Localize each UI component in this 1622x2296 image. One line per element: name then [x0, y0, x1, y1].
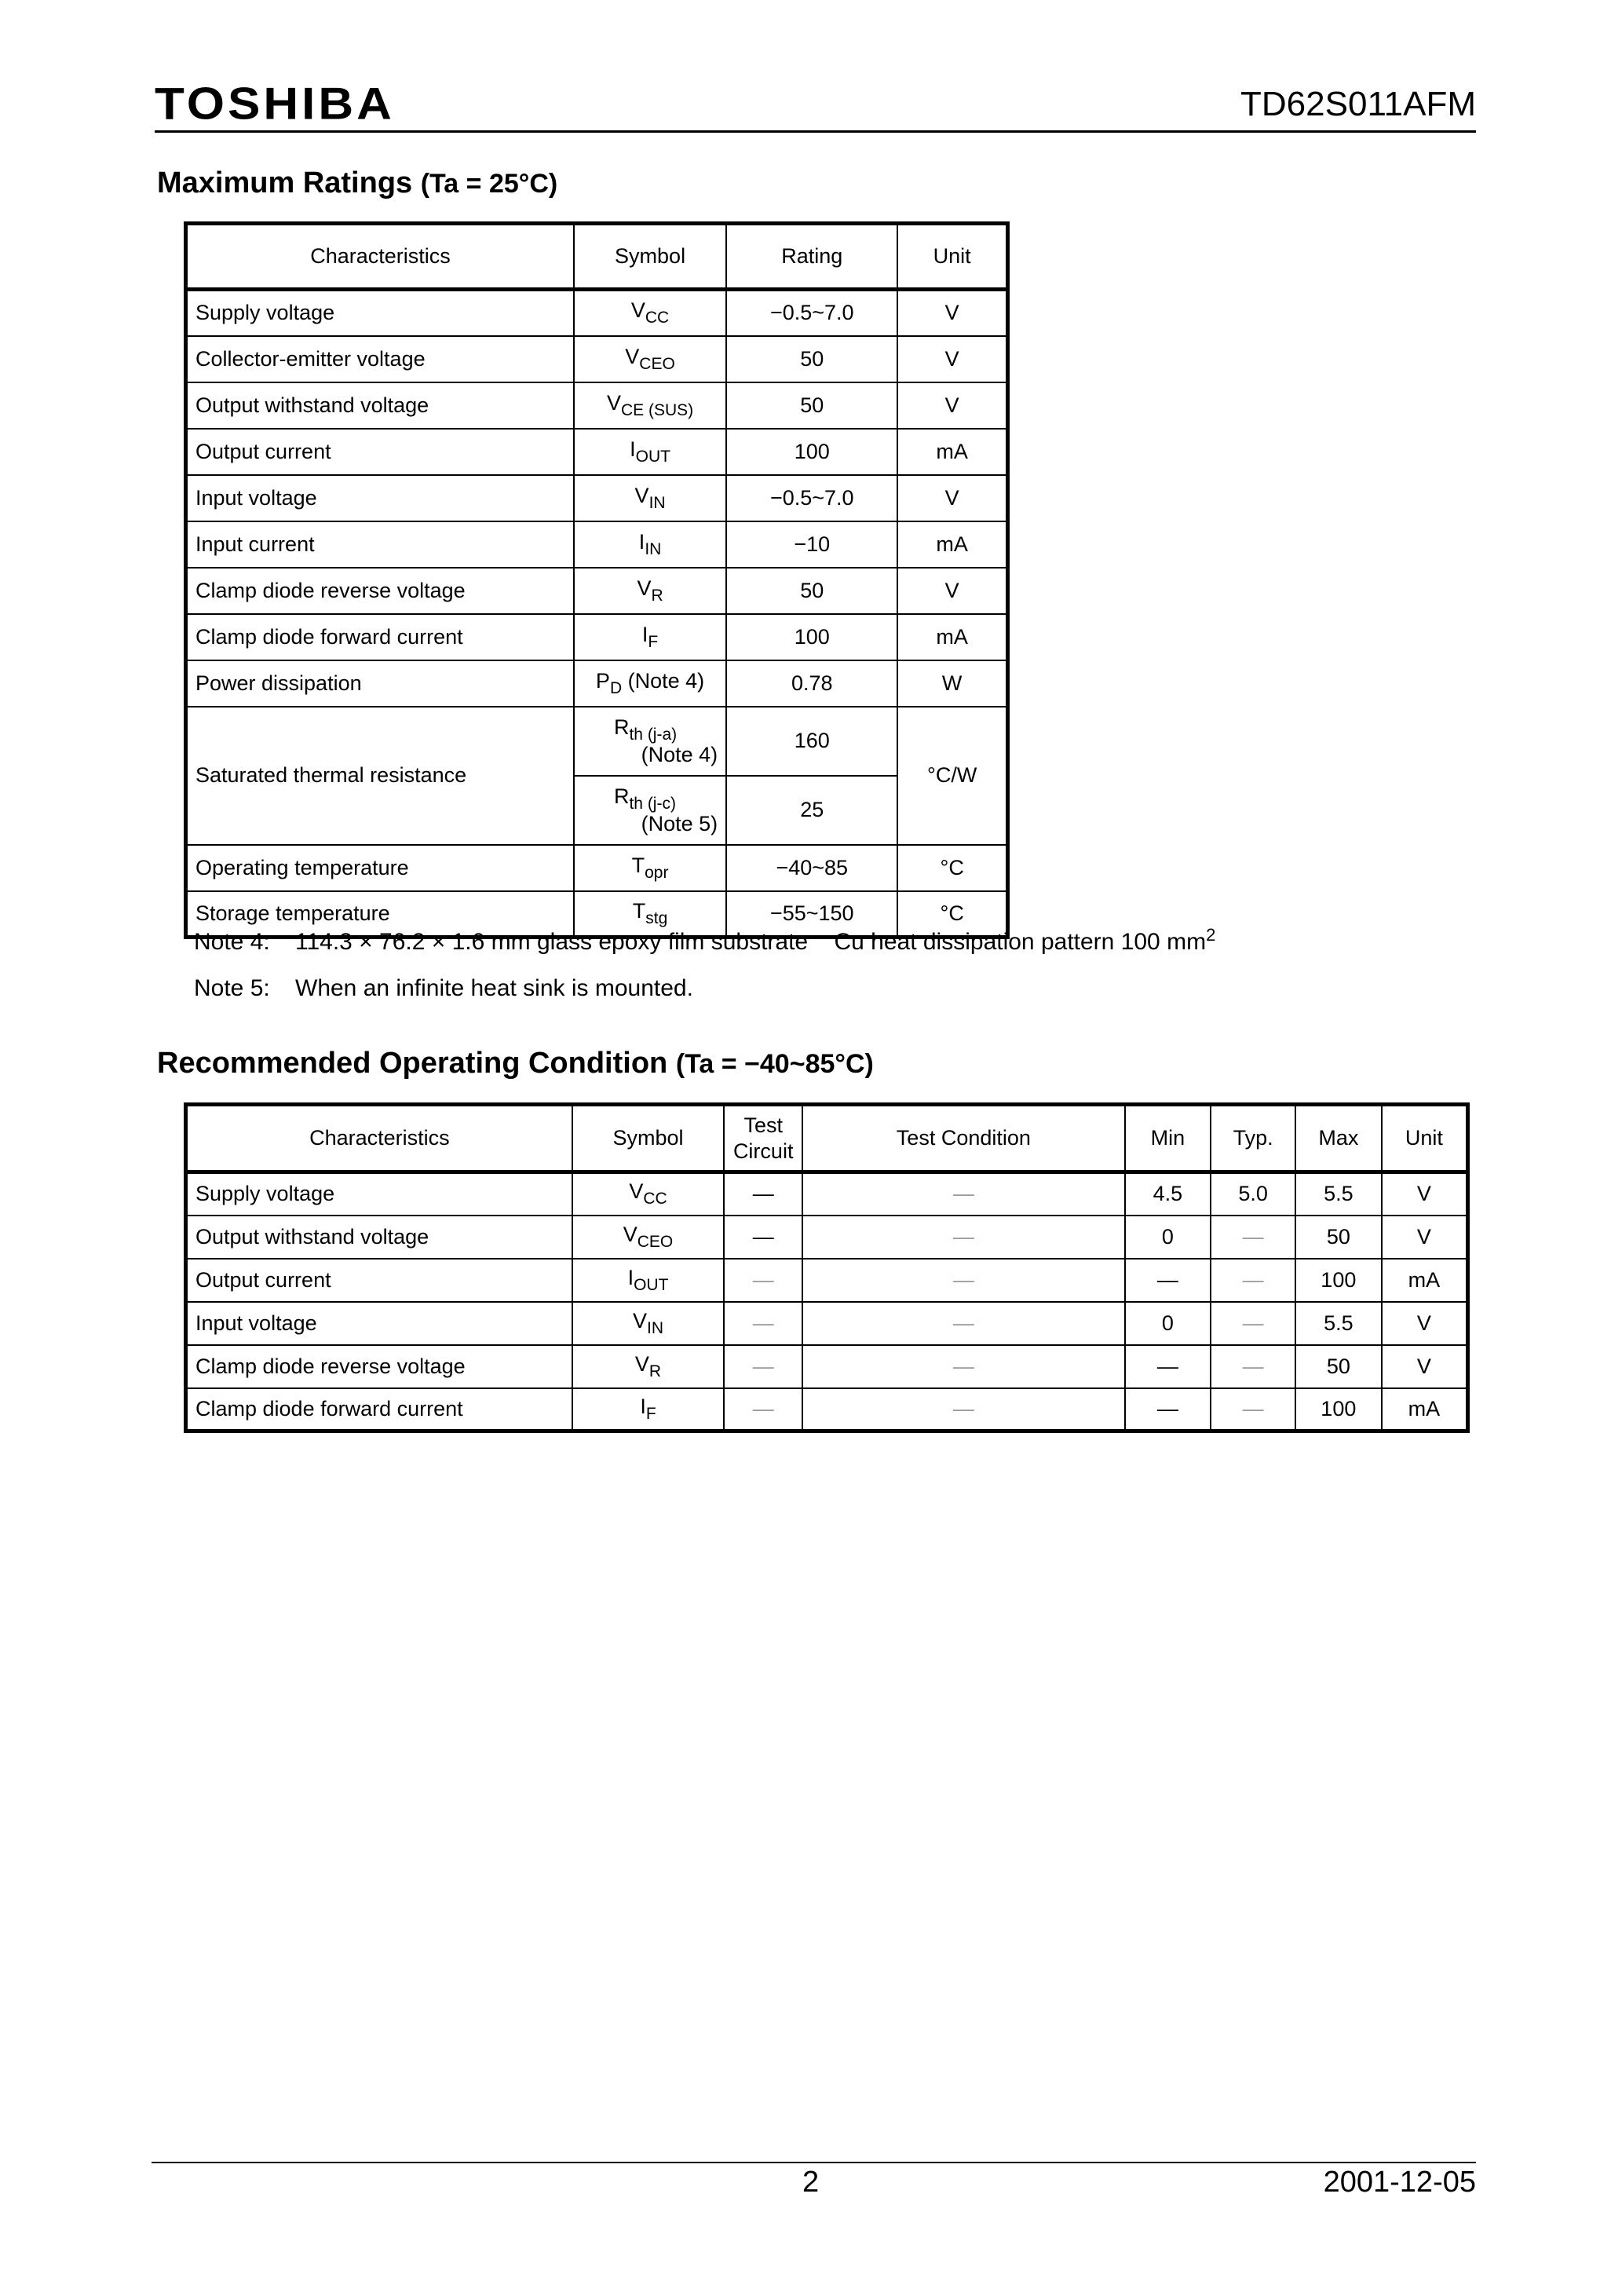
rating-cell: 50 — [726, 336, 897, 382]
page-number: 2 — [802, 2166, 820, 2199]
unit-cell: V — [897, 336, 1007, 382]
unit-cell: V — [897, 475, 1007, 521]
symbol-letter: V — [623, 1222, 637, 1246]
symbol-letter: I — [638, 529, 645, 554]
symbol-note: (Note 5) — [641, 811, 718, 835]
max-ratings-table — [184, 221, 1010, 939]
symbol-letter: R — [613, 784, 630, 808]
typ-cell: — — [1211, 1259, 1295, 1302]
rating-cell: −40~85 — [726, 845, 897, 891]
symbol-letter: I — [640, 1394, 646, 1418]
symbol-cell — [572, 1259, 724, 1302]
table-row — [186, 290, 1008, 336]
symbol-letter: V — [632, 1308, 647, 1333]
unit-cell: mA — [1382, 1388, 1468, 1431]
max-ratings-condition: (Ta = 25°C) — [420, 169, 558, 199]
min-cell: — — [1125, 1388, 1211, 1431]
unit-cell: mA — [1382, 1259, 1468, 1302]
characteristic-cell: Output current — [186, 429, 574, 475]
characteristic-cell: Output current — [186, 1259, 572, 1302]
test-condition-cell: — — [802, 1216, 1124, 1259]
rating-cell: 100 — [726, 614, 897, 660]
symbol-cell — [574, 614, 726, 660]
symbol-cell — [574, 707, 726, 776]
symbol-cell — [572, 1172, 724, 1216]
characteristic-cell: Supply voltage — [186, 1172, 572, 1216]
characteristic-cell: Clamp diode forward current — [186, 614, 574, 660]
footer-divider — [152, 2162, 1476, 2163]
table-row — [186, 382, 1008, 429]
col-header-min: Min — [1125, 1105, 1211, 1172]
min-cell: 0 — [1125, 1302, 1211, 1345]
unit-cell: mA — [897, 429, 1007, 475]
test-circuit-cell: — — [724, 1345, 802, 1388]
min-cell: 0 — [1125, 1216, 1211, 1259]
symbol-letter: I — [630, 437, 636, 461]
col-header-unit: Unit — [1382, 1105, 1468, 1172]
symbol-cell — [574, 429, 726, 475]
unit-cell: mA — [897, 521, 1007, 568]
table-row — [186, 614, 1008, 660]
note-5-text: When an infinite heat sink is mounted. — [295, 975, 693, 1001]
symbol-letter: I — [641, 622, 648, 646]
symbol-line — [579, 716, 721, 744]
rating-cell: −55~150 — [726, 891, 897, 938]
symbol-letter: V — [625, 344, 640, 368]
unit-cell: V — [1382, 1345, 1468, 1388]
max-cell: 5.5 — [1295, 1302, 1382, 1345]
symbol-subscript: IN — [645, 539, 662, 558]
symbol-subscript: CEO — [639, 354, 675, 373]
characteristic-cell: Saturated thermal resistance — [186, 707, 574, 845]
table-row — [186, 568, 1008, 614]
max-ratings-heading — [157, 166, 557, 200]
typ-cell: 5.0 — [1211, 1172, 1295, 1216]
test-condition-cell: — — [802, 1259, 1124, 1302]
table-row — [186, 1172, 1468, 1216]
table-row — [186, 336, 1008, 382]
characteristic-cell: Input current — [186, 521, 574, 568]
table-row — [186, 1345, 1468, 1388]
min-cell: — — [1125, 1259, 1211, 1302]
table-header-row — [186, 224, 1008, 290]
symbol-subscript: OUT — [635, 447, 670, 466]
test-circuit-cell: — — [724, 1216, 802, 1259]
rating-cell: −10 — [726, 521, 897, 568]
symbol-subscript: F — [645, 1404, 656, 1423]
symbol-cell — [574, 475, 726, 521]
symbol-subscript: D — [609, 678, 623, 697]
rec-op-title: Recommended Operating Condition — [157, 1047, 668, 1080]
symbol-subscript: CE (SUS) — [620, 400, 694, 419]
table-row — [186, 707, 1008, 776]
symbol-subscript: IN — [647, 1318, 663, 1337]
symbol-cell — [574, 382, 726, 429]
col-header-test-circuit-line1: Test — [743, 1113, 783, 1138]
note-4-superscript: 2 — [1206, 925, 1216, 945]
symbol-cell — [574, 290, 726, 336]
col-header-symbol: Symbol — [572, 1105, 724, 1172]
characteristic-cell: Input voltage — [186, 475, 574, 521]
characteristic-cell: Output withstand voltage — [186, 1216, 572, 1259]
symbol-letter: P — [595, 668, 610, 693]
rec-op-table — [184, 1102, 1470, 1433]
rating-cell: 50 — [726, 382, 897, 429]
symbol-note: (Note 4) — [641, 742, 718, 766]
symbol-cell — [574, 568, 726, 614]
symbol-subscript: th (j-a) — [629, 725, 678, 744]
table-row — [186, 1259, 1468, 1302]
symbol-subscript: stg — [645, 909, 668, 927]
symbol-line — [579, 785, 721, 813]
toshiba-logo: TOSHIBA — [155, 79, 395, 130]
rating-cell: −0.5~7.0 — [726, 475, 897, 521]
symbol-subscript: CC — [643, 1190, 667, 1208]
note-5 — [194, 975, 693, 1002]
symbol-letter: V — [637, 576, 652, 600]
max-cell: 5.5 — [1295, 1172, 1382, 1216]
unit-cell: °C/W — [897, 707, 1007, 845]
symbol-cell — [572, 1302, 724, 1345]
table-row — [186, 1216, 1468, 1259]
table-row — [186, 1302, 1468, 1345]
table-row — [186, 475, 1008, 521]
unit-cell: °C — [897, 845, 1007, 891]
max-cell: 100 — [1295, 1388, 1382, 1431]
symbol-letter: T — [632, 898, 646, 923]
symbol-subscript: th (j-c) — [629, 794, 676, 813]
characteristic-cell: Storage temperature — [186, 891, 574, 938]
test-condition-cell: — — [802, 1172, 1124, 1216]
rating-cell: 160 — [726, 707, 897, 776]
test-condition-cell: — — [802, 1345, 1124, 1388]
characteristic-cell: Collector-emitter voltage — [186, 336, 574, 382]
unit-cell: W — [897, 660, 1007, 707]
rec-op-heading — [157, 1047, 874, 1080]
unit-cell: V — [1382, 1302, 1468, 1345]
symbol-letter: V — [634, 1351, 649, 1376]
col-header-test-condition: Test Condition — [802, 1105, 1124, 1172]
symbol-cell — [572, 1345, 724, 1388]
symbol-letter: V — [629, 1179, 644, 1204]
table-row — [186, 521, 1008, 568]
header-divider — [155, 130, 1476, 133]
col-header-rating: Rating — [726, 224, 897, 290]
note-4-label: Note 4: — [194, 929, 270, 955]
note-4 — [194, 925, 1215, 956]
symbol-cell — [574, 845, 726, 891]
col-header-test-circuit — [724, 1105, 802, 1172]
unit-cell: V — [897, 382, 1007, 429]
col-header-unit: Unit — [897, 224, 1007, 290]
col-header-max: Max — [1295, 1105, 1382, 1172]
symbol-letter: V — [630, 298, 645, 323]
symbol-letter: R — [613, 715, 630, 739]
symbol-cell — [572, 1388, 724, 1431]
unit-cell: V — [1382, 1172, 1468, 1216]
characteristic-cell: Supply voltage — [186, 290, 574, 336]
max-cell: 100 — [1295, 1259, 1382, 1302]
col-header-characteristics: Characteristics — [186, 224, 574, 290]
characteristic-cell: Input voltage — [186, 1302, 572, 1345]
test-circuit-cell: — — [724, 1172, 802, 1216]
symbol-subscript: R — [648, 1362, 662, 1380]
max-ratings-title: Maximum Ratings — [157, 166, 413, 199]
symbol-letter: V — [634, 483, 649, 507]
characteristic-cell: Clamp diode reverse voltage — [186, 568, 574, 614]
test-circuit-cell: — — [724, 1259, 802, 1302]
test-circuit-cell: — — [724, 1388, 802, 1431]
symbol-cell — [574, 336, 726, 382]
typ-cell: — — [1211, 1302, 1295, 1345]
symbol-subscript: IN — [648, 493, 666, 512]
unit-cell: mA — [897, 614, 1007, 660]
max-cell: 50 — [1295, 1345, 1382, 1388]
characteristic-cell: Clamp diode forward current — [186, 1388, 572, 1431]
symbol-letter: V — [606, 390, 621, 415]
col-header-test-circuit-line2: Circuit — [732, 1139, 794, 1163]
symbol-subscript: OUT — [634, 1275, 669, 1294]
characteristic-cell: Clamp diode reverse voltage — [186, 1345, 572, 1388]
symbol-subscript: F — [648, 632, 659, 651]
test-circuit-cell: — — [724, 1302, 802, 1345]
symbol-subscript: R — [651, 586, 663, 605]
symbol-cell — [574, 660, 726, 707]
max-cell: 50 — [1295, 1216, 1382, 1259]
unit-cell: V — [1382, 1216, 1468, 1259]
document-date: 2001-12-05 — [1323, 2166, 1476, 2199]
symbol-subscript: CC — [645, 309, 670, 327]
rec-op-condition: (Ta = −40~85°C) — [675, 1049, 874, 1079]
characteristic-cell: Power dissipation — [186, 660, 574, 707]
test-condition-cell: — — [802, 1302, 1124, 1345]
unit-cell: V — [897, 568, 1007, 614]
symbol-subscript: opr — [645, 863, 669, 882]
note-4-text: 114.3 × 76.2 × 1.6 mm glass epoxy film substrate Cu heat dissipation pattern 100 mm — [295, 929, 1207, 955]
unit-cell: °C — [897, 891, 1007, 938]
symbol-cell — [574, 776, 726, 845]
table-row — [186, 429, 1008, 475]
note-5-label: Note 5: — [194, 975, 270, 1001]
rating-cell: 25 — [726, 776, 897, 845]
characteristic-cell: Output withstand voltage — [186, 382, 574, 429]
table-header-row — [186, 1105, 1468, 1172]
part-number: TD62S011AFM — [1240, 85, 1476, 123]
symbol-letter: T — [631, 853, 645, 877]
characteristic-cell: Operating temperature — [186, 845, 574, 891]
col-header-characteristics: Characteristics — [186, 1105, 572, 1172]
rating-cell: −0.5~7.0 — [726, 290, 897, 336]
table-row — [186, 660, 1008, 707]
rating-cell: 0.78 — [726, 660, 897, 707]
col-header-typ: Typ. — [1211, 1105, 1295, 1172]
symbol-cell — [572, 1216, 724, 1259]
symbol-letter: I — [627, 1265, 634, 1289]
typ-cell: — — [1211, 1216, 1295, 1259]
test-condition-cell: — — [802, 1388, 1124, 1431]
min-cell: 4.5 — [1125, 1172, 1211, 1216]
table-row — [186, 1388, 1468, 1431]
typ-cell: — — [1211, 1345, 1295, 1388]
min-cell: — — [1125, 1345, 1211, 1388]
rating-cell: 50 — [726, 568, 897, 614]
symbol-cell — [574, 521, 726, 568]
col-header-symbol: Symbol — [574, 224, 726, 290]
typ-cell: — — [1211, 1388, 1295, 1431]
unit-cell: V — [897, 290, 1007, 336]
symbol-note: (Note 4) — [627, 668, 705, 693]
symbol-subscript: CEO — [637, 1232, 674, 1251]
table-row — [186, 845, 1008, 891]
rating-cell: 100 — [726, 429, 897, 475]
